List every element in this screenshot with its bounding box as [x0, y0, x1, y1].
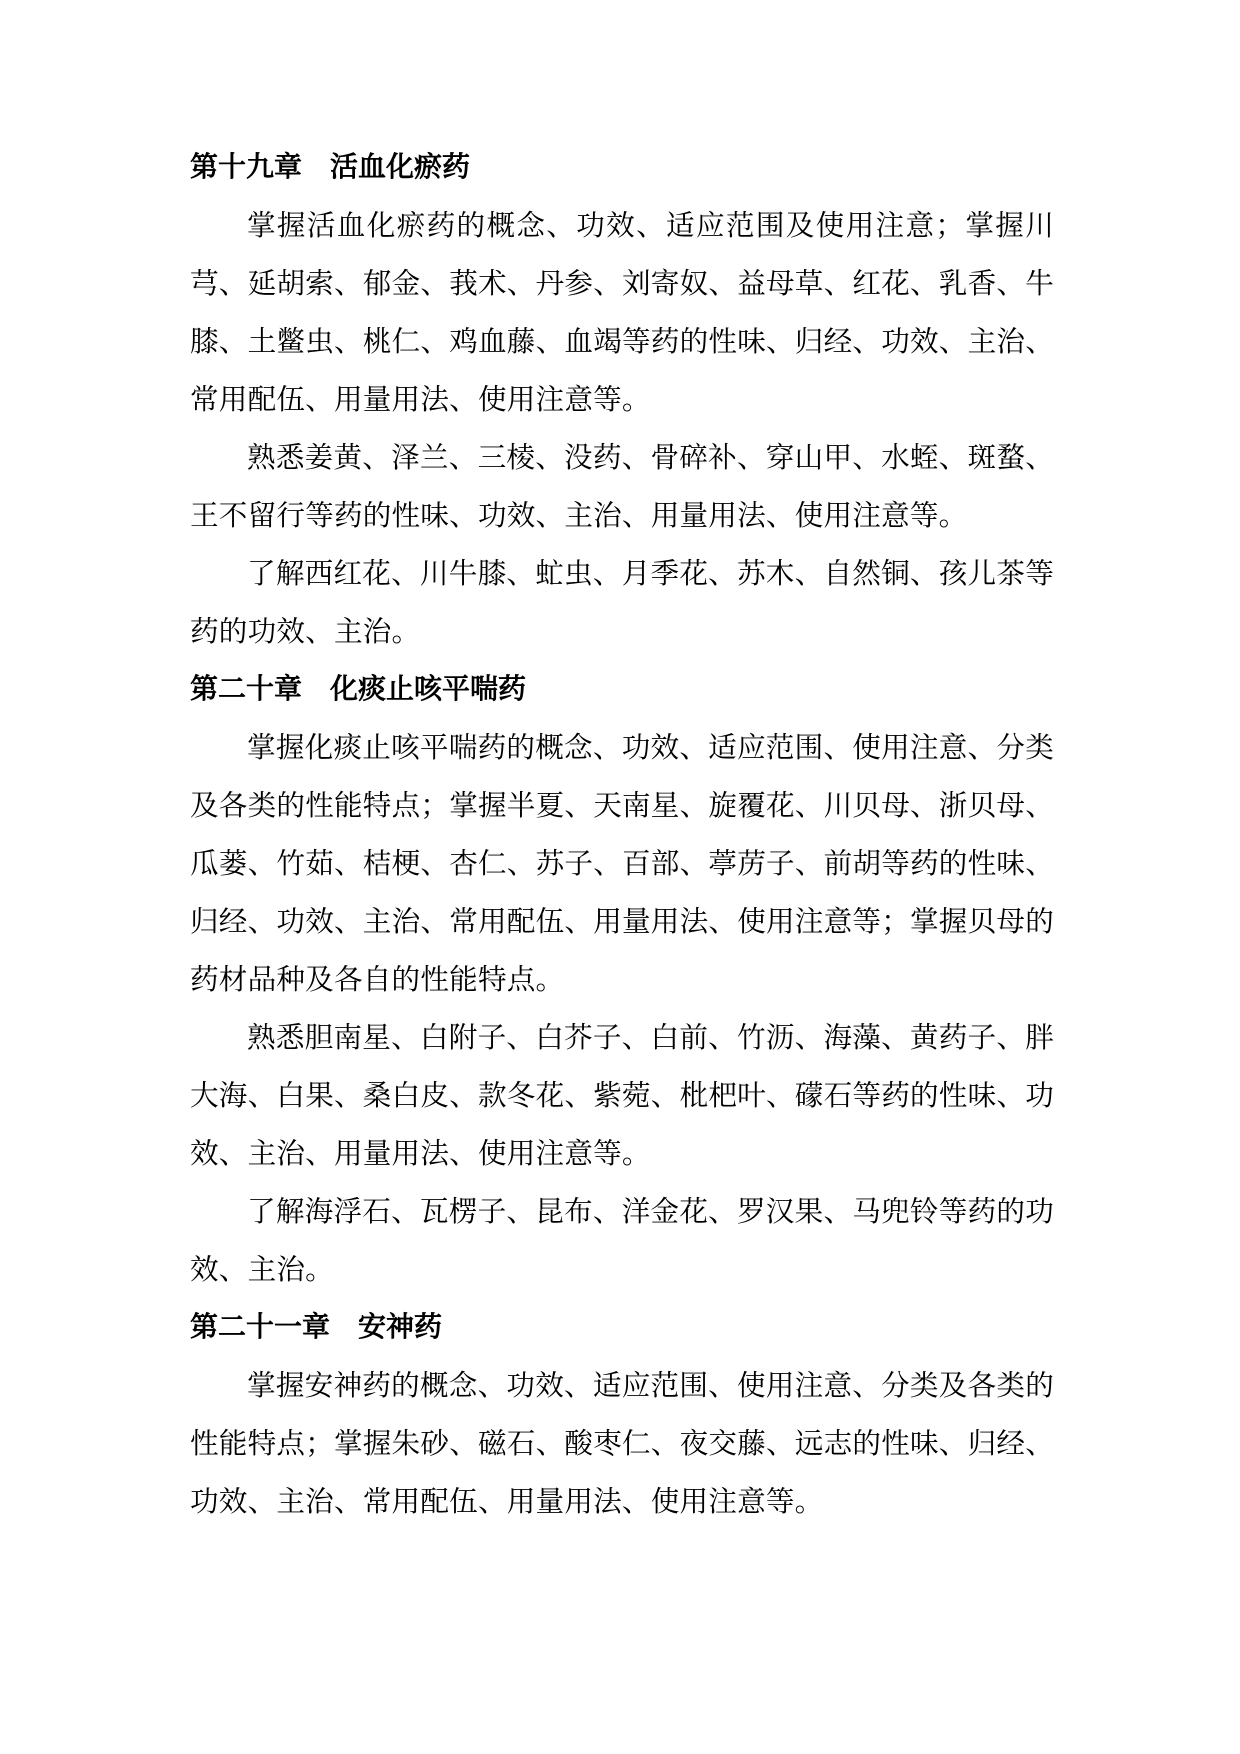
paragraph: 了解西红花、川牛膝、虻虫、月季花、苏木、自然铜、孩儿茶等药的功效、主治。 — [190, 556, 1054, 648]
paragraph: 熟悉胆南星、白附子、白芥子、白前、竹沥、海藻、黄药子、胖大海、白果、桑白皮、款冬花、紫菀、枇杷叶、礞石等药的性味、功效、主治、用量用法、使用注意等。 — [190, 1020, 1054, 1170]
chapter-title: 第二十章 化痰止咳平喘药 — [190, 672, 527, 705]
chapter-title: 第二十一章 安神药 — [190, 1310, 443, 1343]
paragraph: 熟悉姜黄、泽兰、三棱、没药、骨碎补、穿山甲、水蛭、斑蝥、王不留行等药的性味、功效、主治、用量用法、使用注意等。 — [190, 440, 1054, 532]
paragraph: 了解海浮石、瓦楞子、昆布、洋金花、罗汉果、马兜铃等药的功效、主治。 — [190, 1194, 1054, 1286]
paragraph: 掌握活血化瘀药的概念、功效、适应范围及使用注意；掌握川芎、延胡索、郁金、莪术、丹参、刘寄奴、益母草、红花、乳香、牛膝、土鳖虫、桃仁、鸡血藤、血竭等药的性味、归经、功效、主治、常用配伍、用量用法、使用注意等。 — [190, 208, 1054, 416]
chapter-title: 第十九章 活血化瘀药 — [190, 150, 471, 183]
document-page — [190, 138, 1054, 1530]
chapter-21 — [190, 1298, 1054, 1530]
paragraph: 掌握化痰止咳平喘药的概念、功效、适应范围、使用注意、分类及各类的性能特点；掌握半夏、天南星、旋覆花、川贝母、浙贝母、瓜蒌、竹茹、桔梗、杏仁、苏子、百部、葶苈子、前胡等药的性味、归经、功效、主治、常用配伍、用量用法、使用注意等；掌握贝母的药材品种及各自的性能特点。 — [190, 730, 1054, 996]
chapter-19 — [190, 138, 1054, 660]
chapter-20 — [190, 660, 1054, 1298]
paragraph: 掌握安神药的概念、功效、适应范围、使用注意、分类及各类的性能特点；掌握朱砂、磁石、酸枣仁、夜交藤、远志的性味、归经、功效、主治、常用配伍、用量用法、使用注意等。 — [190, 1368, 1054, 1518]
